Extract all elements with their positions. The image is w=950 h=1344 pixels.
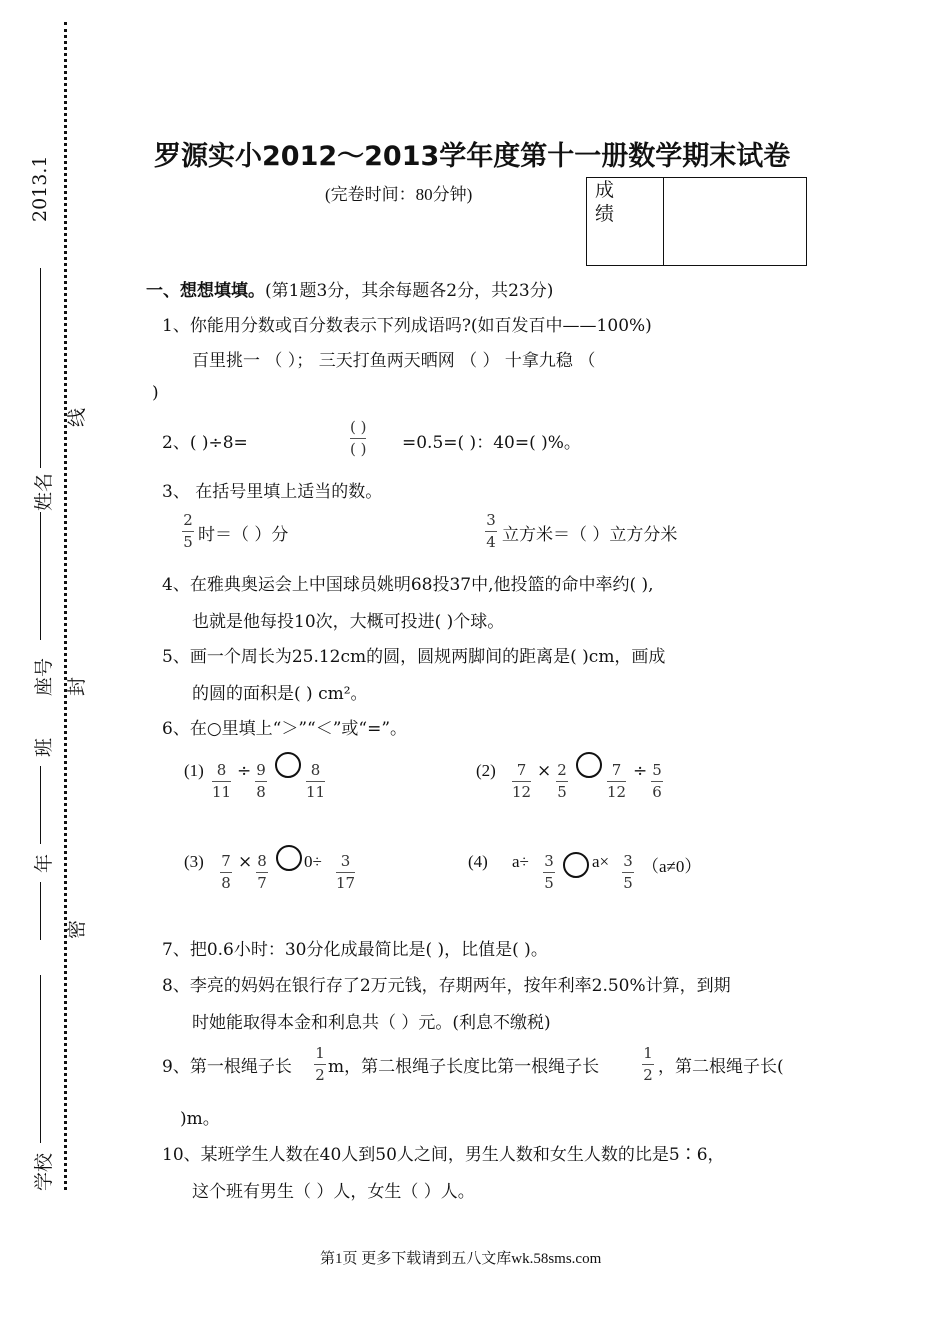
q6-3-fraction-1-den: 8 xyxy=(221,874,231,892)
q6-2-fraction-2-den: 5 xyxy=(557,783,567,801)
q6-4-fraction-1-num: 3 xyxy=(544,852,554,870)
q1-close: ) xyxy=(152,383,159,403)
seal-dotted-line xyxy=(64,22,67,1190)
q1-items: 百里挑一 （ ）； 三天打鱼两天晒网 （ ） 十拿九稳 （ xyxy=(192,351,596,371)
q6-2-fraction-4-bar xyxy=(651,781,663,782)
q6-3-op-1: × xyxy=(238,852,253,872)
q8-line-1: 8、李亮的妈妈在银行存了2万元钱，存期两年，按年利率2.50%计算，到期 xyxy=(162,976,731,996)
q6-4-part-b: a× xyxy=(592,852,610,871)
q6-4-fraction-2-num: 3 xyxy=(623,852,633,870)
q6-2-fraction-1-den: 12 xyxy=(512,783,532,801)
score-box xyxy=(586,177,807,266)
q6-3-fraction-3 xyxy=(336,853,355,892)
q4-line-1: 4、在雅典奥运会上中国球员姚明68投37中,他投篮的命中率约( ), xyxy=(162,575,654,595)
section-1-heading-bold: 一、想想填填。 xyxy=(146,281,265,301)
q2-part-a: 2、( )÷8= xyxy=(162,433,248,453)
q2-part-b: =0.5=( )：40=( )%。 xyxy=(402,433,581,453)
q6-4-fraction-1-bar xyxy=(543,872,555,873)
q6-1-answer-circle[interactable] xyxy=(275,752,301,778)
q6-1-fraction-3 xyxy=(306,762,325,801)
q6-1-fraction-1-den: 11 xyxy=(212,783,232,801)
q6-3-fraction-2-num: 8 xyxy=(257,852,267,870)
q9-part-c: ，第二根绳子长( xyxy=(658,1057,784,1077)
q6-4-part-a: a÷ xyxy=(512,852,529,871)
margin-class-label: 班 xyxy=(33,737,55,757)
q9-fraction-1-den: 2 xyxy=(315,1066,325,1084)
q6-1-label: (1) xyxy=(184,761,204,780)
q9-line-2: )m。 xyxy=(180,1109,220,1129)
q6-4-fraction-2 xyxy=(622,853,634,892)
exam-time-note: (完卷时间：80分钟) xyxy=(325,185,473,204)
q6-3-label: (3) xyxy=(184,852,204,871)
q3-text: 3、 在括号里填上适当的数。 xyxy=(162,482,383,502)
q6-2-fraction-1-bar xyxy=(512,781,531,782)
q2-fraction-num: ( ) xyxy=(350,418,367,436)
score-label-1: 成 xyxy=(595,179,615,201)
q6-3-fraction-2-bar xyxy=(256,872,268,873)
q6-3-fraction-2-den: 7 xyxy=(257,874,267,892)
q2-fraction-bar xyxy=(350,438,366,439)
q6-4-fraction-1-den: 5 xyxy=(544,874,554,892)
margin-grade-label: 年 xyxy=(33,853,55,873)
q6-1-fraction-1 xyxy=(212,762,231,801)
q6-4-part-c: （a≠0） xyxy=(642,857,702,876)
q9-fraction-1-num: 1 xyxy=(315,1044,325,1062)
q6-1-fraction-2-den: 8 xyxy=(256,783,266,801)
q3-fraction-2-num: 3 xyxy=(486,511,496,529)
q6-3-answer-circle[interactable] xyxy=(276,845,302,871)
q6-1-fraction-2 xyxy=(255,762,267,801)
margin-seal-feng-word: 封 xyxy=(66,676,88,696)
margin-name-label: 姓名 xyxy=(33,472,55,511)
q9-part-b: m，第二根绳子长度比第一根绳子长 xyxy=(328,1057,600,1077)
margin-blank-class xyxy=(40,766,41,844)
q6-2-fraction-3-num: 7 xyxy=(611,761,622,779)
q6-4-fraction-2-den: 5 xyxy=(623,874,633,892)
q6-1-fraction-1-num: 8 xyxy=(216,761,227,779)
q6-2-fraction-3-bar xyxy=(607,781,626,782)
q8-line-2: 时她能取得本金和利息共（ ）元。(利息不缴税) xyxy=(192,1013,551,1033)
q3-fraction-1 xyxy=(182,512,194,551)
exam-title: 罗源实小2012～2013学年度第十一册数学期末试卷 xyxy=(154,141,791,172)
q6-2-fraction-3 xyxy=(607,762,626,801)
q6-2-label: (2) xyxy=(476,761,496,780)
q6-2-fraction-2-num: 2 xyxy=(557,761,567,779)
q6-2-answer-circle[interactable] xyxy=(576,752,602,778)
q9-part-a: 9、第一根绳子长 xyxy=(162,1057,292,1077)
q6-text: 6、在○里填上“＞”“＜”或“=”。 xyxy=(162,719,408,739)
q5-line-1: 5、画一个周长为25.12cm的圆，圆规两脚间的距离是( )cm，画成 xyxy=(162,647,666,667)
margin-school-label: 学校 xyxy=(33,1152,55,1191)
q6-3-fraction-1-num: 7 xyxy=(221,852,231,870)
margin-blank-school xyxy=(40,975,41,1143)
q6-2-fraction-1 xyxy=(512,762,531,801)
q9-fraction-2-bar xyxy=(642,1064,654,1065)
margin-date: 2013.1 xyxy=(29,155,51,222)
margin-blank-name xyxy=(40,268,41,468)
q10-line-1: 10、某班学生人数在40人到50人之间，男生人数和女生人数的比是5∶6， xyxy=(162,1145,725,1165)
q6-1-fraction-3-num: 8 xyxy=(310,761,321,779)
section-1-heading xyxy=(146,276,553,301)
q3-fraction-1-bar xyxy=(182,531,194,532)
q6-2-op-1: × xyxy=(537,761,552,781)
q6-2-fraction-3-den: 12 xyxy=(607,783,627,801)
margin-seal-mi-word: 密 xyxy=(66,919,88,939)
q6-1-fraction-3-bar xyxy=(306,781,325,782)
q7-text: 7、把0.6小时：30分化成最简比是( )，比值是( )。 xyxy=(162,940,548,960)
q9-fraction-2 xyxy=(642,1045,654,1084)
score-box-divider xyxy=(663,178,664,265)
margin-seat-label: 座号 xyxy=(33,657,55,696)
q6-1-fraction-3-den: 11 xyxy=(306,783,326,801)
margin-blank-grade xyxy=(40,882,41,940)
q6-2-fraction-4 xyxy=(651,762,663,801)
q6-2-fraction-4-num: 5 xyxy=(652,761,662,779)
q4-line-2: 也就是他每投10次，大概可投进( )个球。 xyxy=(192,612,505,632)
page-footer: 第1页 更多下载请到五八文库wk.58sms.com xyxy=(320,1251,602,1267)
q10-line-2: 这个班有男生（ ）人，女生（ ）人。 xyxy=(192,1182,475,1202)
q3-fraction-1-den: 5 xyxy=(183,533,193,551)
q9-fraction-1 xyxy=(314,1045,326,1084)
score-label-2: 绩 xyxy=(595,203,615,225)
q3-fraction-2-bar xyxy=(485,531,497,532)
q9-fraction-2-num: 1 xyxy=(643,1044,653,1062)
q6-3-mid: 0÷ xyxy=(304,852,322,871)
q2-fraction xyxy=(350,419,366,458)
q6-1-fraction-1-bar xyxy=(212,781,231,782)
q6-3-fraction-3-bar xyxy=(336,872,355,873)
q6-1-fraction-2-num: 9 xyxy=(256,761,266,779)
q6-3-fraction-3-den: 17 xyxy=(336,874,356,892)
q6-1-fraction-2-bar xyxy=(255,781,267,782)
q6-4-fraction-2-bar xyxy=(622,872,634,873)
q3-fraction-1-num: 2 xyxy=(183,511,193,529)
q6-2-fraction-2 xyxy=(556,762,568,801)
q6-3-fraction-2 xyxy=(256,853,268,892)
q6-3-fraction-1 xyxy=(220,853,232,892)
margin-blank-seat xyxy=(40,512,41,640)
q6-4-answer-circle[interactable] xyxy=(563,852,589,878)
margin-seal-line-word: 线 xyxy=(66,407,88,427)
q3-fraction-2 xyxy=(485,512,497,551)
q3-part-b: 立方米＝（ ）立方分米 xyxy=(502,525,678,545)
q9-fraction-1-bar xyxy=(314,1064,326,1065)
section-1-heading-rest: (第1题3分，其余每题各2分，共23分) xyxy=(265,281,554,301)
q2-fraction-den: ( ) xyxy=(350,440,367,458)
q6-4-label: (4) xyxy=(468,852,488,871)
q6-1-op-1: ÷ xyxy=(237,761,252,781)
score-label xyxy=(595,178,614,226)
q6-2-fraction-2-bar xyxy=(556,781,568,782)
q5-line-2: 的圆的面积是( ) cm²。 xyxy=(192,684,368,704)
q3-fraction-2-den: 4 xyxy=(486,533,496,551)
q6-2-op-2: ÷ xyxy=(633,761,648,781)
q9-fraction-2-den: 2 xyxy=(643,1066,653,1084)
q6-3-fraction-1-bar xyxy=(220,872,232,873)
q6-2-fraction-1-num: 7 xyxy=(516,761,527,779)
q6-4-fraction-1 xyxy=(543,853,555,892)
q6-3-fraction-3-num: 3 xyxy=(340,852,351,870)
q3-part-a: 时＝（ ）分 xyxy=(198,525,289,545)
q1-text: 1、你能用分数或百分数表示下列成语吗?(如百发百中——100%) xyxy=(162,316,652,336)
q6-2-fraction-4-den: 6 xyxy=(652,783,662,801)
